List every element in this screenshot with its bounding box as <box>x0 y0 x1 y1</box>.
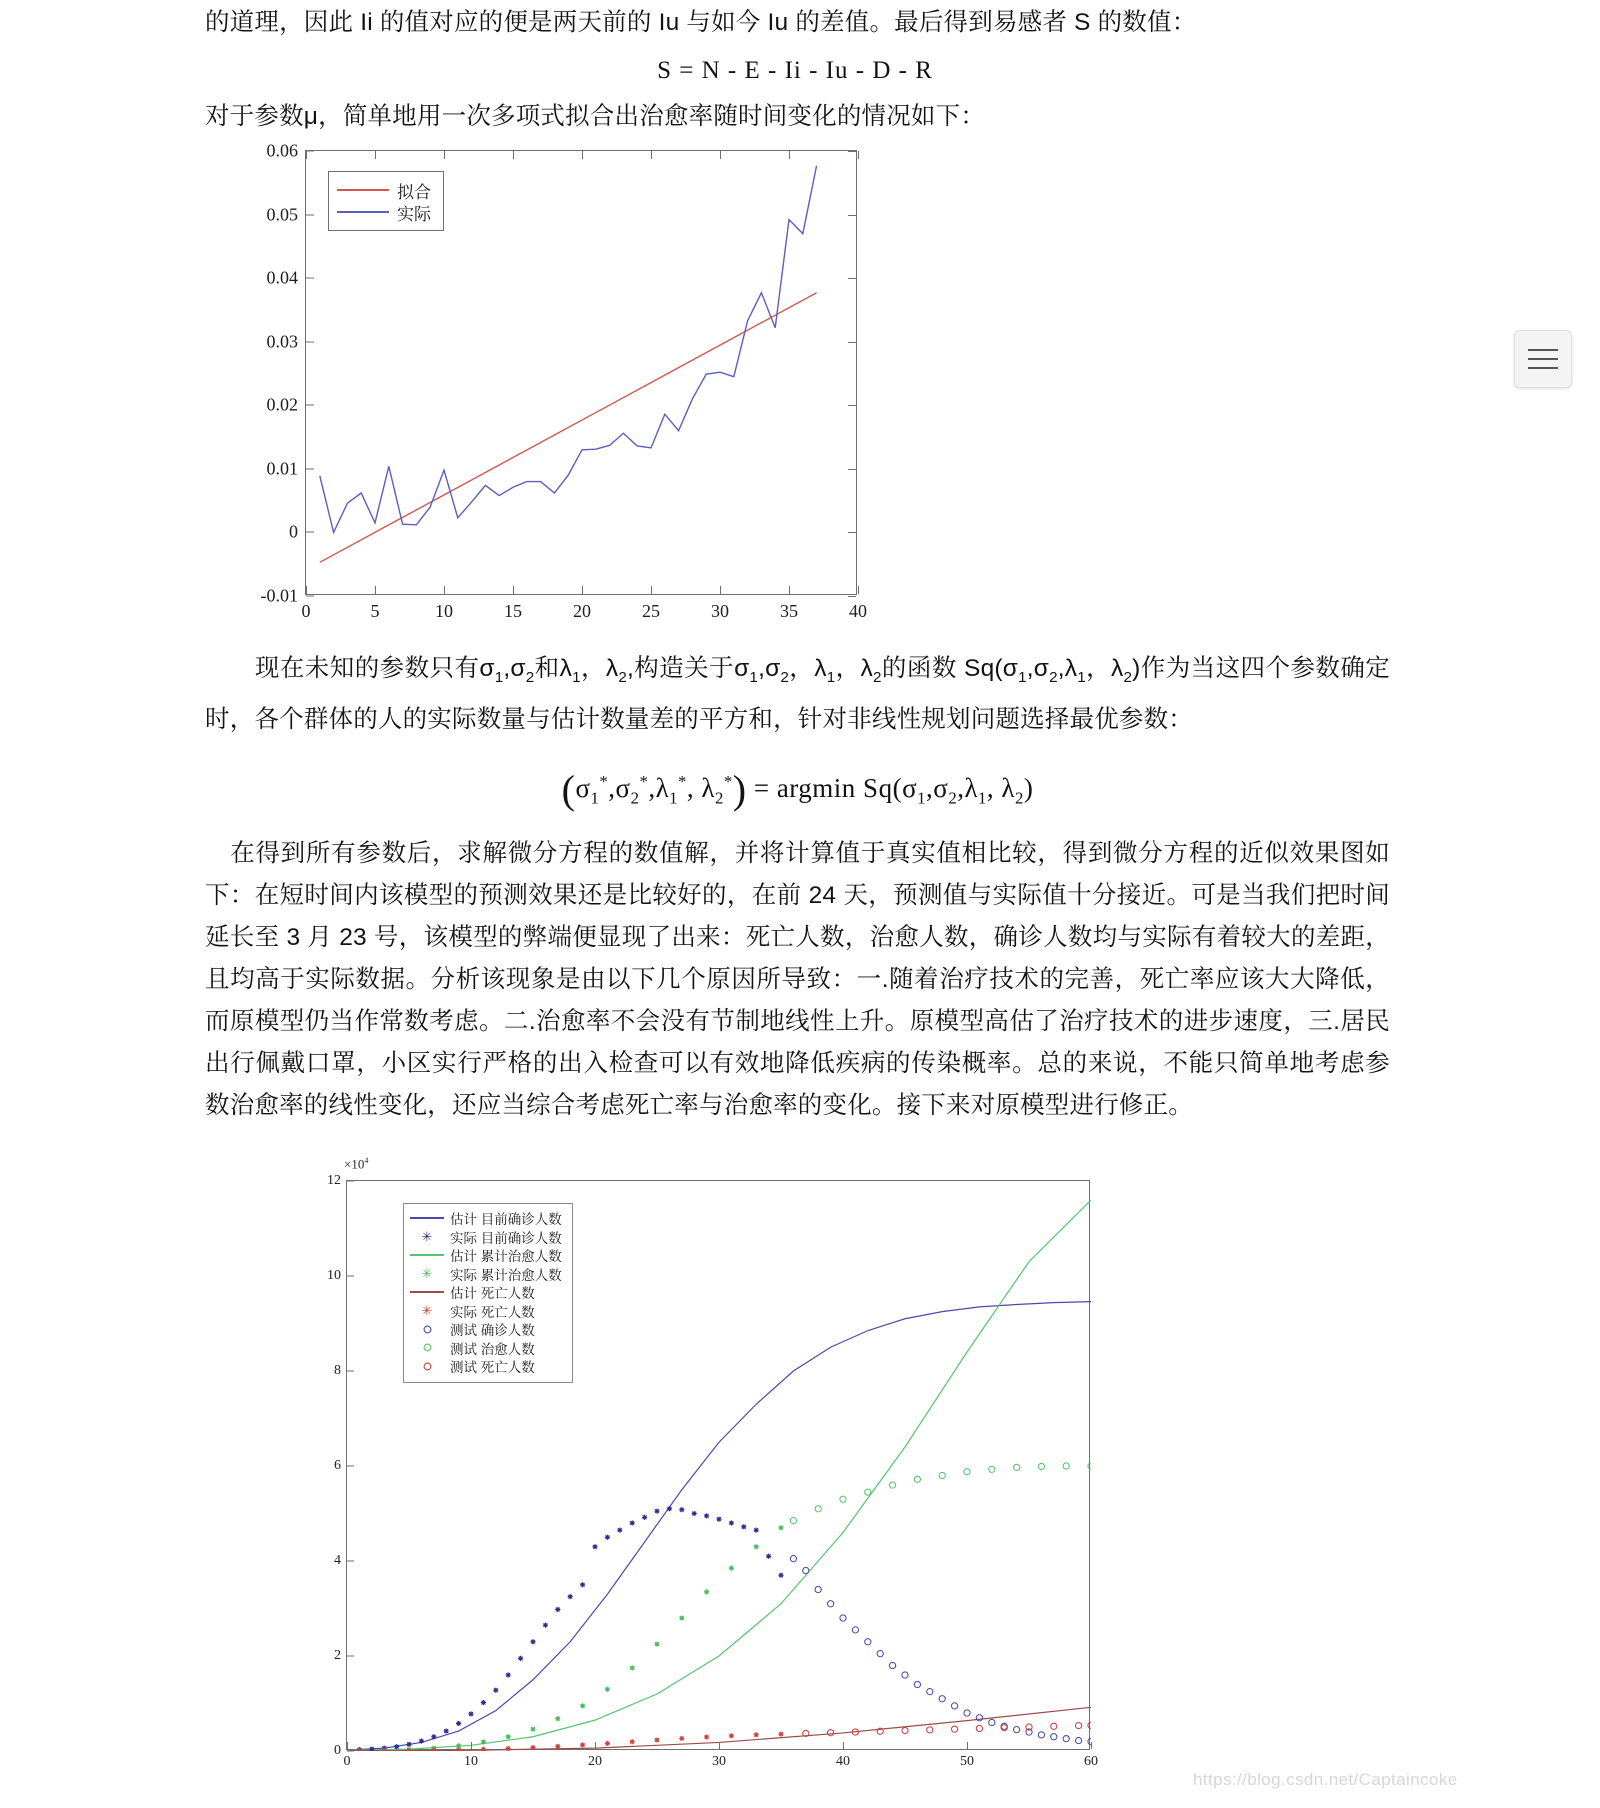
legend-item <box>410 1246 562 1265</box>
chart1-x-tick-label: 40 <box>849 601 867 621</box>
chart1-x-tick-label: 25 <box>642 601 660 621</box>
chart2-x-tick-mark <box>719 1742 720 1749</box>
legend-label: 估计 目前确诊人数 <box>450 1212 562 1228</box>
chart2-x-tick-mark <box>1091 1742 1092 1749</box>
chart2-y-tick-mark <box>347 1561 354 1562</box>
watermark-text: https://blog.csdn.net/Captaincoke <box>1193 1770 1458 1789</box>
chart-epidemic-model <box>300 1148 1100 1800</box>
legend-swatch-star-icon: ✳ <box>421 1266 433 1282</box>
hamburger-line-icon <box>1528 349 1558 351</box>
chart1-y-tick-label: 0.04 <box>266 267 298 288</box>
legend-label: 实际 死亡人数 <box>450 1304 535 1320</box>
paragraph-top-text: 的道理，因此 Ii 的值对应的便是两天前的 Iu 与如今 Iu 的差值。最后得到易感者 S 的数值： <box>205 9 1197 36</box>
chart1-y-tick-mark <box>306 278 314 279</box>
chart1-y-tick-label: 0.03 <box>266 331 298 352</box>
chart2-y-tick-label: 6 <box>334 1458 341 1473</box>
formula-argmin: ($\sigma_1^*,\sigma_2^*,\lambda_1^*$, $\lambda_2^*) = argmin$ $Sq(\sigma_1,\sigma_2,\lambda_1$, $\lambda_2$) <box>561 766 1034 812</box>
chart1-x-tick-mark <box>651 586 652 594</box>
legend-item <box>410 1209 562 1228</box>
chart1-x-tick-mark <box>720 586 721 594</box>
chart2-x-tick-mark <box>347 1742 348 1749</box>
chart2-x-tick-mark <box>471 1742 472 1749</box>
chart2-y-tick-label: 2 <box>334 1648 341 1663</box>
chart2-x-tick-mark <box>595 1742 596 1749</box>
legend-swatch-line <box>410 1291 444 1293</box>
chart1-y-tick-mark <box>848 151 856 152</box>
chart1-y-tick-mark <box>848 342 856 343</box>
legend-swatch-star-icon: ✳ <box>421 1303 433 1319</box>
chart1-x-tick-mark <box>513 151 514 159</box>
legend-label: 测试 治愈人数 <box>450 1341 535 1357</box>
chart1-x-tick-label: 5 <box>370 601 380 621</box>
legend-item <box>410 1283 562 1302</box>
chart1-y-tick-label: 0.05 <box>266 204 298 225</box>
formula-s-equation: S = N - E - Ii - Iu - D - R <box>657 57 933 84</box>
chart2-y-tick-label: 12 <box>327 1173 341 1188</box>
chart1-y-tick-mark <box>848 469 856 470</box>
chart1-x-tick-mark <box>651 151 652 159</box>
legend-item <box>410 1320 562 1339</box>
chart2-y-tick-mark <box>347 1656 354 1657</box>
legend-label: 实际 累计治愈人数 <box>450 1267 562 1283</box>
chart1-x-tick-label: 10 <box>435 601 453 621</box>
chart2-plot-area <box>327 1173 1098 1769</box>
chart2-x-tick-mark <box>843 1742 844 1749</box>
legend-swatch-circle-icon <box>410 1359 444 1373</box>
chart1-y-tick-mark <box>306 151 314 152</box>
chart1-plot-area <box>260 140 867 621</box>
chart2-y-tick-mark <box>347 1466 354 1467</box>
chart1-x-tick-mark <box>858 586 859 594</box>
chart1-x-tick-mark <box>858 151 859 159</box>
chart1-x-tick-mark <box>375 151 376 159</box>
chart1-y-tick-mark <box>848 405 856 406</box>
chart1-y-tick-mark <box>848 215 856 216</box>
paragraph-middle-block <box>205 648 1390 1127</box>
chart1-y-tick-mark <box>306 468 314 469</box>
chart2-y-tick-mark <box>347 1276 354 1277</box>
chart2-exp-base: ×10 <box>344 1156 365 1172</box>
chart2-y-exponent <box>344 1156 368 1172</box>
chart1-y-tick-mark <box>306 532 314 533</box>
chart1-y-tick-mark <box>848 278 856 279</box>
legend-swatch-line <box>337 189 389 191</box>
chart2-y-tick-mark <box>347 1751 354 1752</box>
chart1-y-tick-label: 0 <box>289 521 298 542</box>
chart1-y-tick-label: 0.06 <box>266 140 298 161</box>
hamburger-line-icon <box>1528 358 1558 360</box>
chart2-y-tick-label: 0 <box>334 1743 341 1758</box>
legend-item <box>337 201 431 223</box>
chart1-x-tick-label: 20 <box>573 601 591 621</box>
chart1-x-tick-mark <box>720 151 721 159</box>
chart1-x-tick-mark <box>582 151 583 159</box>
legend-swatch-star-icon: ✳ <box>421 1229 433 1245</box>
chart2-y-tick-label: 10 <box>327 1268 341 1283</box>
chart1-y-tick-mark <box>848 596 856 597</box>
paragraph-params-text: 现在未知的参数只有$\sigma_1,\sigma_2$和$\lambda_1$，$\lambda_2$,构造关于$\sigma_1,\sigma_2$，$\lambda_1$，$\lambda_2$的函数 $Sq(\sigma_1,\sigma_2,\lambda_1$，$\lambda_2$)作为当这四个参数确定时，各个群体的人的实际数量与估计数量差的平方和，针对非线性规划问题选择最优参数： <box>205 655 1391 733</box>
chart1-y-tick-label: 0.01 <box>266 458 298 479</box>
chart2-exp-power: 4 <box>364 1156 369 1165</box>
legend-label: 拟合 <box>397 182 431 202</box>
chart1-x-tick-mark <box>582 586 583 594</box>
chart1-y-tick-label: -0.01 <box>260 585 298 606</box>
chart1-y-tick-mark <box>306 596 314 597</box>
legend-item <box>410 1339 562 1358</box>
chart2-y-tick-mark <box>347 1181 354 1182</box>
legend-swatch-circle-icon <box>410 1341 444 1355</box>
hamburger-line-icon <box>1528 367 1558 369</box>
chart2-y-tick-label: 4 <box>334 1553 341 1568</box>
legend-label: 实际 <box>397 204 431 224</box>
chart2-x-tick-label: 40 <box>836 1754 850 1769</box>
chart1-y-tick-mark <box>848 532 856 533</box>
chart1-y-tick-mark <box>306 214 314 215</box>
chart1-x-tick-label: 30 <box>711 601 729 621</box>
chart1-legend <box>328 171 444 231</box>
paragraph-top-text-2: 对于参数μ，简单地用一次多项式拟合出治愈率随时间变化的情况如下： <box>205 103 986 130</box>
legend-item <box>410 1228 562 1247</box>
chart1-x-tick-label: 0 <box>301 601 311 621</box>
legend-label: 测试 死亡人数 <box>450 1360 535 1376</box>
chart2-legend <box>403 1203 573 1383</box>
chart2-x-tick-label: 50 <box>960 1754 974 1769</box>
legend-label: 测试 确诊人数 <box>450 1323 535 1339</box>
chart1-x-tick-label: 35 <box>780 601 798 621</box>
legend-swatch-circle-icon <box>410 1322 444 1336</box>
legend-item <box>410 1357 562 1376</box>
chart1-x-tick-mark <box>444 586 445 594</box>
chart2-x-tick-label: 30 <box>712 1754 726 1769</box>
legend-label: 实际 目前确诊人数 <box>450 1230 562 1246</box>
legend-item <box>410 1302 562 1321</box>
chart2-y-tick-label: 8 <box>334 1363 341 1378</box>
chart1-x-tick-mark <box>789 586 790 594</box>
chart2-y-tick-mark <box>347 1371 354 1372</box>
chart1-x-tick-mark <box>306 586 307 594</box>
chart1-x-tick-mark <box>789 151 790 159</box>
legend-swatch-line <box>337 211 389 213</box>
chart2-x-tick-label: 0 <box>343 1754 351 1769</box>
chart2-x-tick-mark <box>967 1742 968 1749</box>
legend-swatch-line <box>410 1217 444 1219</box>
chart1-x-tick-mark <box>306 151 307 159</box>
legend-item <box>337 179 431 201</box>
chart1-x-tick-mark <box>444 151 445 159</box>
paragraph-top-block <box>205 2 1385 138</box>
chart1-y-tick-mark <box>306 341 314 342</box>
chart2-x-tick-label: 10 <box>464 1754 478 1769</box>
chart1-x-tick-mark <box>513 586 514 594</box>
chart1-y-tick-label: 0.02 <box>266 394 298 415</box>
chart1-x-tick-mark <box>375 586 376 594</box>
chart2-x-tick-label: 60 <box>1084 1754 1098 1769</box>
legend-swatch-line <box>410 1254 444 1256</box>
chart-cure-rate-fit <box>243 136 868 621</box>
legend-label: 估计 死亡人数 <box>450 1286 535 1302</box>
paragraph-analysis-text <box>205 833 1390 1127</box>
paragraph-analysis-body: 在得到所有参数后，求解微分方程的数值解，并将计算值于真实值相比较，得到微分方程的近似效果图如下：在短时间内该模型的预测效果还是比较好的，在前 24 天，预测值与实际值十分接近。可是当我们把时间延长至 3 月 23 号，该模型的弊端便显现了出来：死亡人数，治愈人数，确诊人数均与实际有着较大的差距，且均高于实际数据。分析该现象是由以下几个原因所导致：一.随着治疗技术的完善，死亡率应该大大降低，而原模型仍当作常数考虑。二.治愈率不会没有节制地线性上升。原模型高估了治疗技术的进步速度，三.居民出行佩戴口罩，小区实行严格的出入检查可以有效地降低疾病的传染概率。总的来说，不能只简单地考虑参数治愈率的线性变化，还应当综合考虑死亡率与治愈率的变化。接下来对原模型进行修正。 <box>205 840 1390 1120</box>
menu-toggle-button[interactable] <box>1514 330 1572 388</box>
legend-item <box>410 1265 562 1284</box>
chart1-x-tick-label: 15 <box>504 601 522 621</box>
chart2-x-tick-label: 20 <box>588 1754 602 1769</box>
legend-label: 估计 累计治愈人数 <box>450 1249 562 1265</box>
chart1-y-tick-mark <box>306 405 314 406</box>
